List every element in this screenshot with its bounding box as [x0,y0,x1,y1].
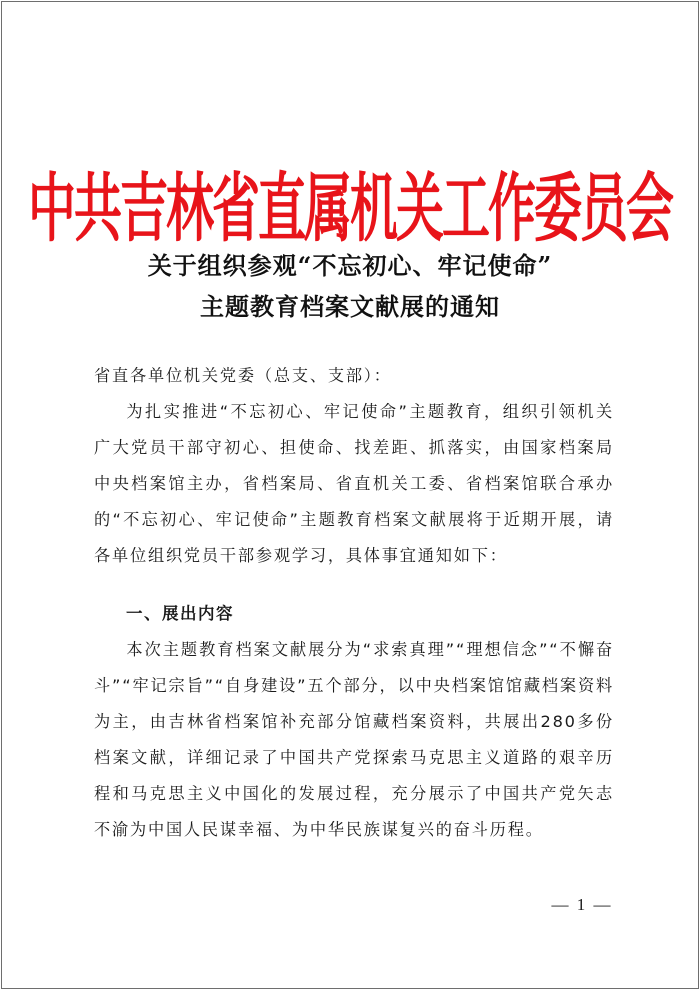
section-1-paragraph: 本次主题教育档案文献展分为“求索真理”“理想信念”“不懈奋斗”“牢记宗旨”“自身建设”五个部分，以中央档案馆馆藏档案资料为主，由吉林省档案馆补充部分馆藏档案资料，共展出280多份档案文献，详细记录了中国共产党探索马克思主义道路的艰辛历程和马克思主义中国化的发展过程，充分展示了中国共产党矢志不渝为中国人民谋幸福、为中华民族谋复兴的奋斗历程。 [94,640,614,839]
intro-paragraph-block [94,394,614,574]
salutation: 省直各单位机关党委（总支、支部）： [94,366,392,385]
section-1-paragraph-block [94,632,614,848]
document-title-line-1: 关于组织参观“不忘初心、牢记使命” [147,251,553,280]
masthead-organization-name: 中共吉林省直属机关工作委员会 [27,166,672,253]
intro-paragraph: 为扎实推进“不忘初心、牢记使命”主题教育，组织引领机关广大党员干部守初心、担使命、找差距、抓落实，由国家档案局中央档案馆主办，省档案局、省直机关工委、省档案馆联合承办的“不忘初心、牢记使命”主题教育档案文献展将于近期开展，请各单位组织党员干部参观学习，具体事宜通知如下： [94,402,614,565]
document-title-line-2: 主题教育档案文献展的通知 [200,292,500,321]
page-number: — 1 — [551,895,613,914]
section-1-heading: 一、展出内容 [126,604,234,623]
document-page [1,1,699,989]
